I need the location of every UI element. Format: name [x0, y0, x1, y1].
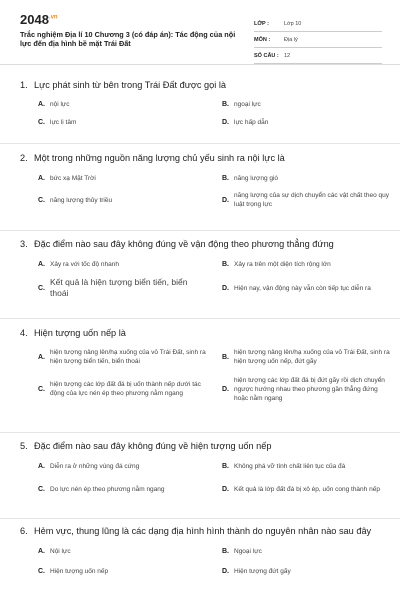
question-3: [20, 239, 380, 300]
option-c[interactable]: C. năng lượng thủy triều: [38, 196, 113, 204]
option-b[interactable]: B. Ngoại lực: [222, 547, 262, 555]
option-a[interactable]: A. Nội lực: [38, 547, 71, 555]
question-number: 2.: [20, 153, 28, 163]
option-c[interactable]: C. Hiện tượng uốn nếp: [38, 567, 109, 575]
question-number: 4.: [20, 328, 28, 338]
meta-label: SỐ CÂU :: [254, 52, 279, 59]
meta-value: 12: [284, 52, 291, 59]
option-a[interactable]: A. nội lực: [38, 100, 70, 108]
page-title: Trắc nghiệm Địa lí 10 Chương 3 (có đáp án): Tác động của nội lực đến địa hình bề mặt Trái Đất: [20, 30, 236, 48]
option-d[interactable]: D. Kết quả là lớp đất đá bị xô ép, uốn cong thành nếp: [222, 485, 380, 493]
option-b[interactable]: B. Xảy ra trên một diện tích rộng lớn: [222, 260, 331, 268]
question-number: 5.: [20, 441, 28, 451]
option-c[interactable]: C. lực li tâm: [38, 118, 77, 126]
question-text: Hẻm vực, thung lũng là các dạng địa hình hình thành do nguyên nhân nào sau đây: [34, 526, 372, 536]
option-c[interactable]: C. hiện tượng các lớp đất đá bị uốn thành nếp dưới tác động của lực nén ép theo phương nằm ngang: [38, 381, 201, 397]
option-b[interactable]: B. ngoại lực: [222, 100, 261, 108]
question-number: 1.: [20, 80, 28, 90]
divider: [0, 518, 400, 519]
question-text: Đặc điểm nào sau đây không đúng về hiện tượng uốn nếp: [34, 441, 272, 451]
option-d[interactable]: D. năng lượng của sự dịch chuyển các vật chất theo quy luật trọng lực: [222, 192, 389, 208]
option-c[interactable]: C. Do lực nén ép theo phương nằm ngang: [38, 485, 165, 493]
meta-value: Lớp 10: [284, 20, 302, 27]
question-text: Lực phát sinh từ bên trong Trái Đất được gọi là: [34, 80, 226, 90]
page-header: [0, 0, 400, 65]
meta-value: Địa lý: [284, 36, 298, 43]
option-a[interactable]: A. Xảy ra với tốc độ nhanh: [38, 260, 119, 268]
option-b[interactable]: B. Không phá vỡ tính chất liên tục của đá: [222, 462, 346, 470]
option-a[interactable]: A. Diễn ra ở những vùng đá cứng: [38, 462, 140, 470]
question-1: [20, 80, 380, 129]
divider: [0, 432, 400, 433]
divider: [0, 143, 400, 144]
option-d[interactable]: D. Hiện tượng đứt gãy: [222, 567, 291, 575]
option-b[interactable]: B. năng lượng gió: [222, 174, 279, 182]
question-text: Hiện tượng uốn nếp là: [34, 328, 126, 338]
question-6: [20, 526, 380, 579]
option-d[interactable]: D. hiện tượng các lớp đất đá bị đứt gãy rồi dịch chuyển ngược hướng nhau theo phương gần thẳng đứng hoặc nằm ngang: [222, 376, 385, 402]
divider: [0, 318, 400, 319]
option-d[interactable]: D. lực hấp dẫn: [222, 118, 269, 126]
meta-label: LỚP :: [254, 20, 269, 27]
option-b[interactable]: B. hiện tượng nâng lên/hạ xuống của vỏ Trái Đất, sinh ra hiện tượng uốn nếp, đứt gãy: [222, 349, 390, 365]
meta-count-row: [254, 48, 382, 64]
option-d[interactable]: D. Hiện nay, vận động này vẫn còn tiếp tục diễn ra: [222, 284, 371, 292]
meta-label: MÔN :: [254, 36, 271, 43]
question-2: [20, 153, 389, 210]
question-text: Đặc điểm nào sau đây không đúng về vận động theo phương thẳng đứng: [34, 239, 334, 249]
meta-info: [254, 16, 382, 64]
question-number: 6.: [20, 526, 28, 536]
option-c[interactable]: C. Kết quả là hiện tượng biển tiến, biển thoái: [38, 277, 188, 298]
option-a[interactable]: A. bức xạ Mặt Trời: [38, 174, 96, 182]
option-a[interactable]: A. hiện tượng nâng lên/hạ xuống của vỏ Trái Đất, sinh ra hiện tượng biển tiến, biển thoái: [38, 349, 206, 365]
question-4: [20, 328, 390, 405]
question-number: 3.: [20, 239, 28, 249]
site-logo[interactable]: $2048^{.vn}$: [20, 12, 58, 27]
question-5: [20, 441, 380, 500]
divider: [0, 230, 400, 231]
meta-subject-row: [254, 32, 382, 48]
meta-class-row: [254, 16, 382, 32]
question-text: Một trong những nguồn năng lượng chủ yếu sinh ra nội lực là: [34, 153, 285, 163]
